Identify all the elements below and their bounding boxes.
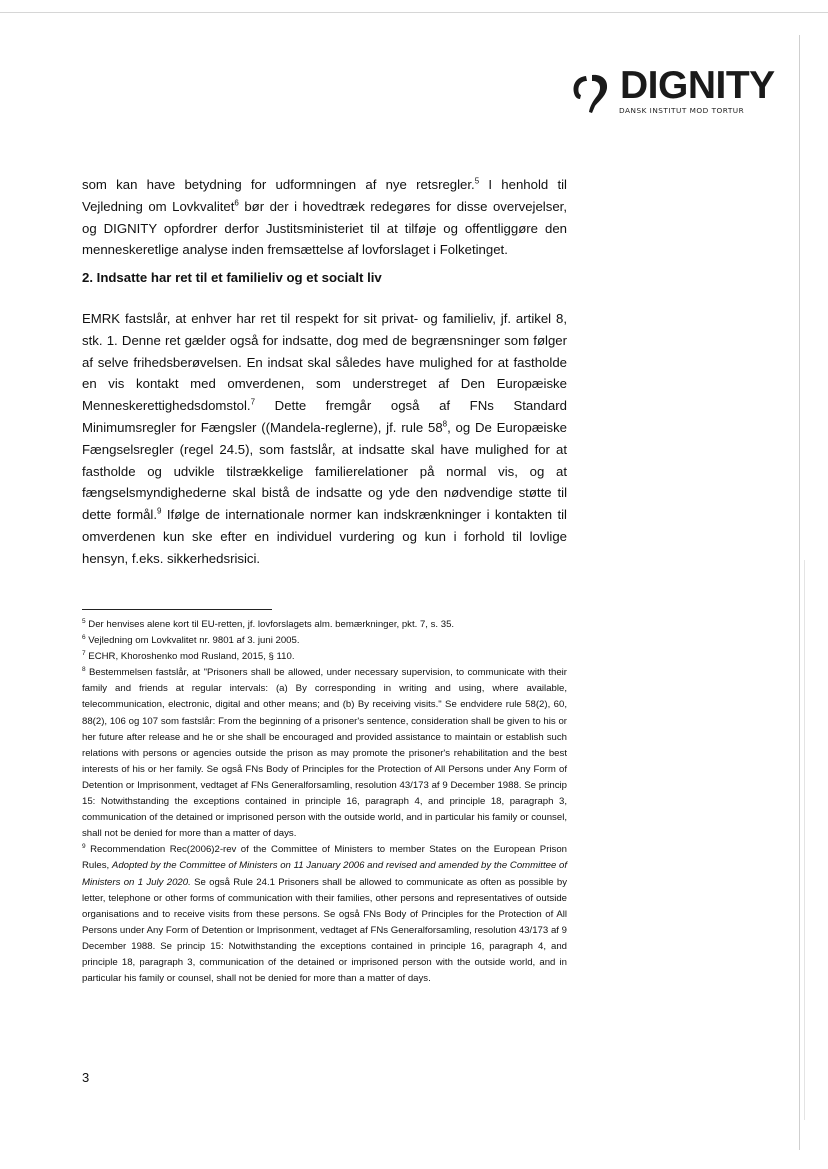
p1-text-b: I henhold til Vejledning om Lovkvalitet <box>82 177 567 214</box>
footnote-text: ECHR, Khoroshenko mod Rusland, 2015, § 110. <box>85 651 295 663</box>
footnote-7 <box>82 649 567 665</box>
footnote-number: 6 <box>82 633 86 641</box>
footnote-6 <box>82 633 567 649</box>
footnote-ref-5: 5 <box>474 176 480 186</box>
footnote-ref-7: 7 <box>250 397 256 407</box>
paragraph-1 <box>82 174 567 261</box>
right-scan-edge <box>799 35 800 1150</box>
paragraph-2 <box>82 308 567 570</box>
footnotes <box>82 617 567 987</box>
footnote-number: 8 <box>82 666 86 674</box>
footnote-ref-9: 9 <box>157 506 162 516</box>
logo-subtitle: DANSK INSTITUT MOD TORTUR <box>619 106 745 115</box>
footnote-text-italic: Adopted by the Committee of Ministers on 11 January 2006 and revised and amended by the Committee of Ministers on 1 July 2020. <box>82 860 568 888</box>
footnote-text: Se også Rule 24.1 Prisoners shall be allowed to communicate as often as possible by letter, telephone or other forms of communication with their families, other persons and representatives of outside organisations and to receive visits from these persons. Se også FNs Body of Principles for the Protection of All Persons under Any Form of Detention or Imprisonment, vedtaget af FNs Generalforsamling, resolution 43/173 af 9 December 1988. Se princip 15: Notwithstanding the exceptions contained in principle 16, paragraph 4, and principle 18, paragraph 3, communication of the detained or imprisoned person with the outside world, and in particular his family or counsel, shall not be denied for more than a matter of days. <box>82 876 567 985</box>
footnote-separator <box>82 609 272 610</box>
footnote-text: Vejledning om Lovkvalitet nr. 9801 af 3. juni 2005. <box>85 635 300 647</box>
footnote-8 <box>82 665 567 842</box>
top-scan-edge <box>0 12 828 13</box>
footnote-number: 9 <box>82 843 86 851</box>
footnote-9 <box>82 842 567 987</box>
p2-text-a: EMRK fastslår, at enhver har ret til respekt for sit privat- og familieliv, jf. artikel 8, stk. 1. Denne ret gælder også for indsatte, dog med de begrænsninger som følger af selve frihedsberøvelsen. En indsat skal således have mulighed for at fastholde en vis kontakt med omverdenen, som understreget af Den Europæiske Menneskerettighedsdomstol. <box>82 311 567 414</box>
footnote-ref-8: 8 <box>442 419 448 429</box>
footnote-number: 7 <box>82 650 86 657</box>
footnote-ref-6: 6 <box>234 198 239 208</box>
footnote-5 <box>82 617 567 633</box>
footnote-text: Der henvises alene kort til EU-retten, jf. lovforslagets alm. bemærkninger, pkt. 7, s. 35. <box>85 619 455 630</box>
p2-text-b: Dette fremgår også af FNs Standard Minimumsregler for Fængsler ((Mandela-reglerne), jf. rule 58 <box>82 398 567 435</box>
footnote-text: Bestemmelsen fastslår, at "Prisoners shall be allowed, under necessary supervision, to communicate with their family and friends at regular intervals: (a) By corresponding in writing and using, where available, telecommunication, electronic, digital and other means; and (b) By receiving visits." Se endvidere rule 58(2), 60, 88(2), 106 og 107 som fastslår: From the beginning of a prisoner's sentence, consideration shall be given to his or her future after release and he or she shall be encouraged and provided assistance to maintain or establish such relations with persons or agencies outside the prison as may promote the prisoner's rehabilitation and the best interests of his or her family. Se også FNs Body of Principles for the Protection of All Persons under Any Form of Detention or Imprisonment, vedtaget af FNs Generalforsamling, resolution 43/173 af 9 December 1988. Se princip 15: Notwithstanding the exceptions contained in principle 16, paragraph 4, and principle 18, paragraph 3, communication of the detained or imprisoned person with the outside world, and in particular his family or counsel, shall not be denied for more than a matter of days. <box>82 667 567 840</box>
footnote-number: 5 <box>82 617 86 625</box>
logo-wordmark: DIGNITY <box>620 64 775 107</box>
p2-text-c: , og De Europæiske Fængselsregler (regel 24.5), som fastslår, at indsatte skal have mulighed for at fastholde og udvikle tilstrækkelige familierelationer på normal vis, og at fængselsmyndighederne skal bistå de indsatte og yde den nødvendige støtte til dette formål. <box>82 419 567 523</box>
section-heading: 2. Indsatte har ret til et familieliv og et socialt liv <box>82 270 382 285</box>
right-scan-edge-faint <box>804 560 805 1120</box>
dignity-logo <box>568 64 775 118</box>
page-number: 3 <box>82 1070 90 1085</box>
dignity-logo-icon <box>568 68 614 114</box>
footnote-text: Recommendation Rec(2006)2-rev of the Committee of Ministers to member States on the European Prison Rules, <box>82 844 567 872</box>
p1-text-c: bør der i hovedtræk redegøres for disse overvejelser, og DIGNITY opfordrer derfor Justitsministeriet til at tilføje og offentliggøre den menneskeretlige analyse inden fremsættelse af lovforslaget i Folketinget. <box>82 198 567 258</box>
p1-text-a: som kan have betydning for udformningen af nye retsregler. <box>82 177 475 192</box>
p2-text-d: Ifølge de internationale normer kan indskrænkninger i kontakten til omverdenen kun ske efter en individuel vurdering og kun i forhold til lovlige hensyn, f.eks. sikkerhedsrisici. <box>82 507 567 566</box>
